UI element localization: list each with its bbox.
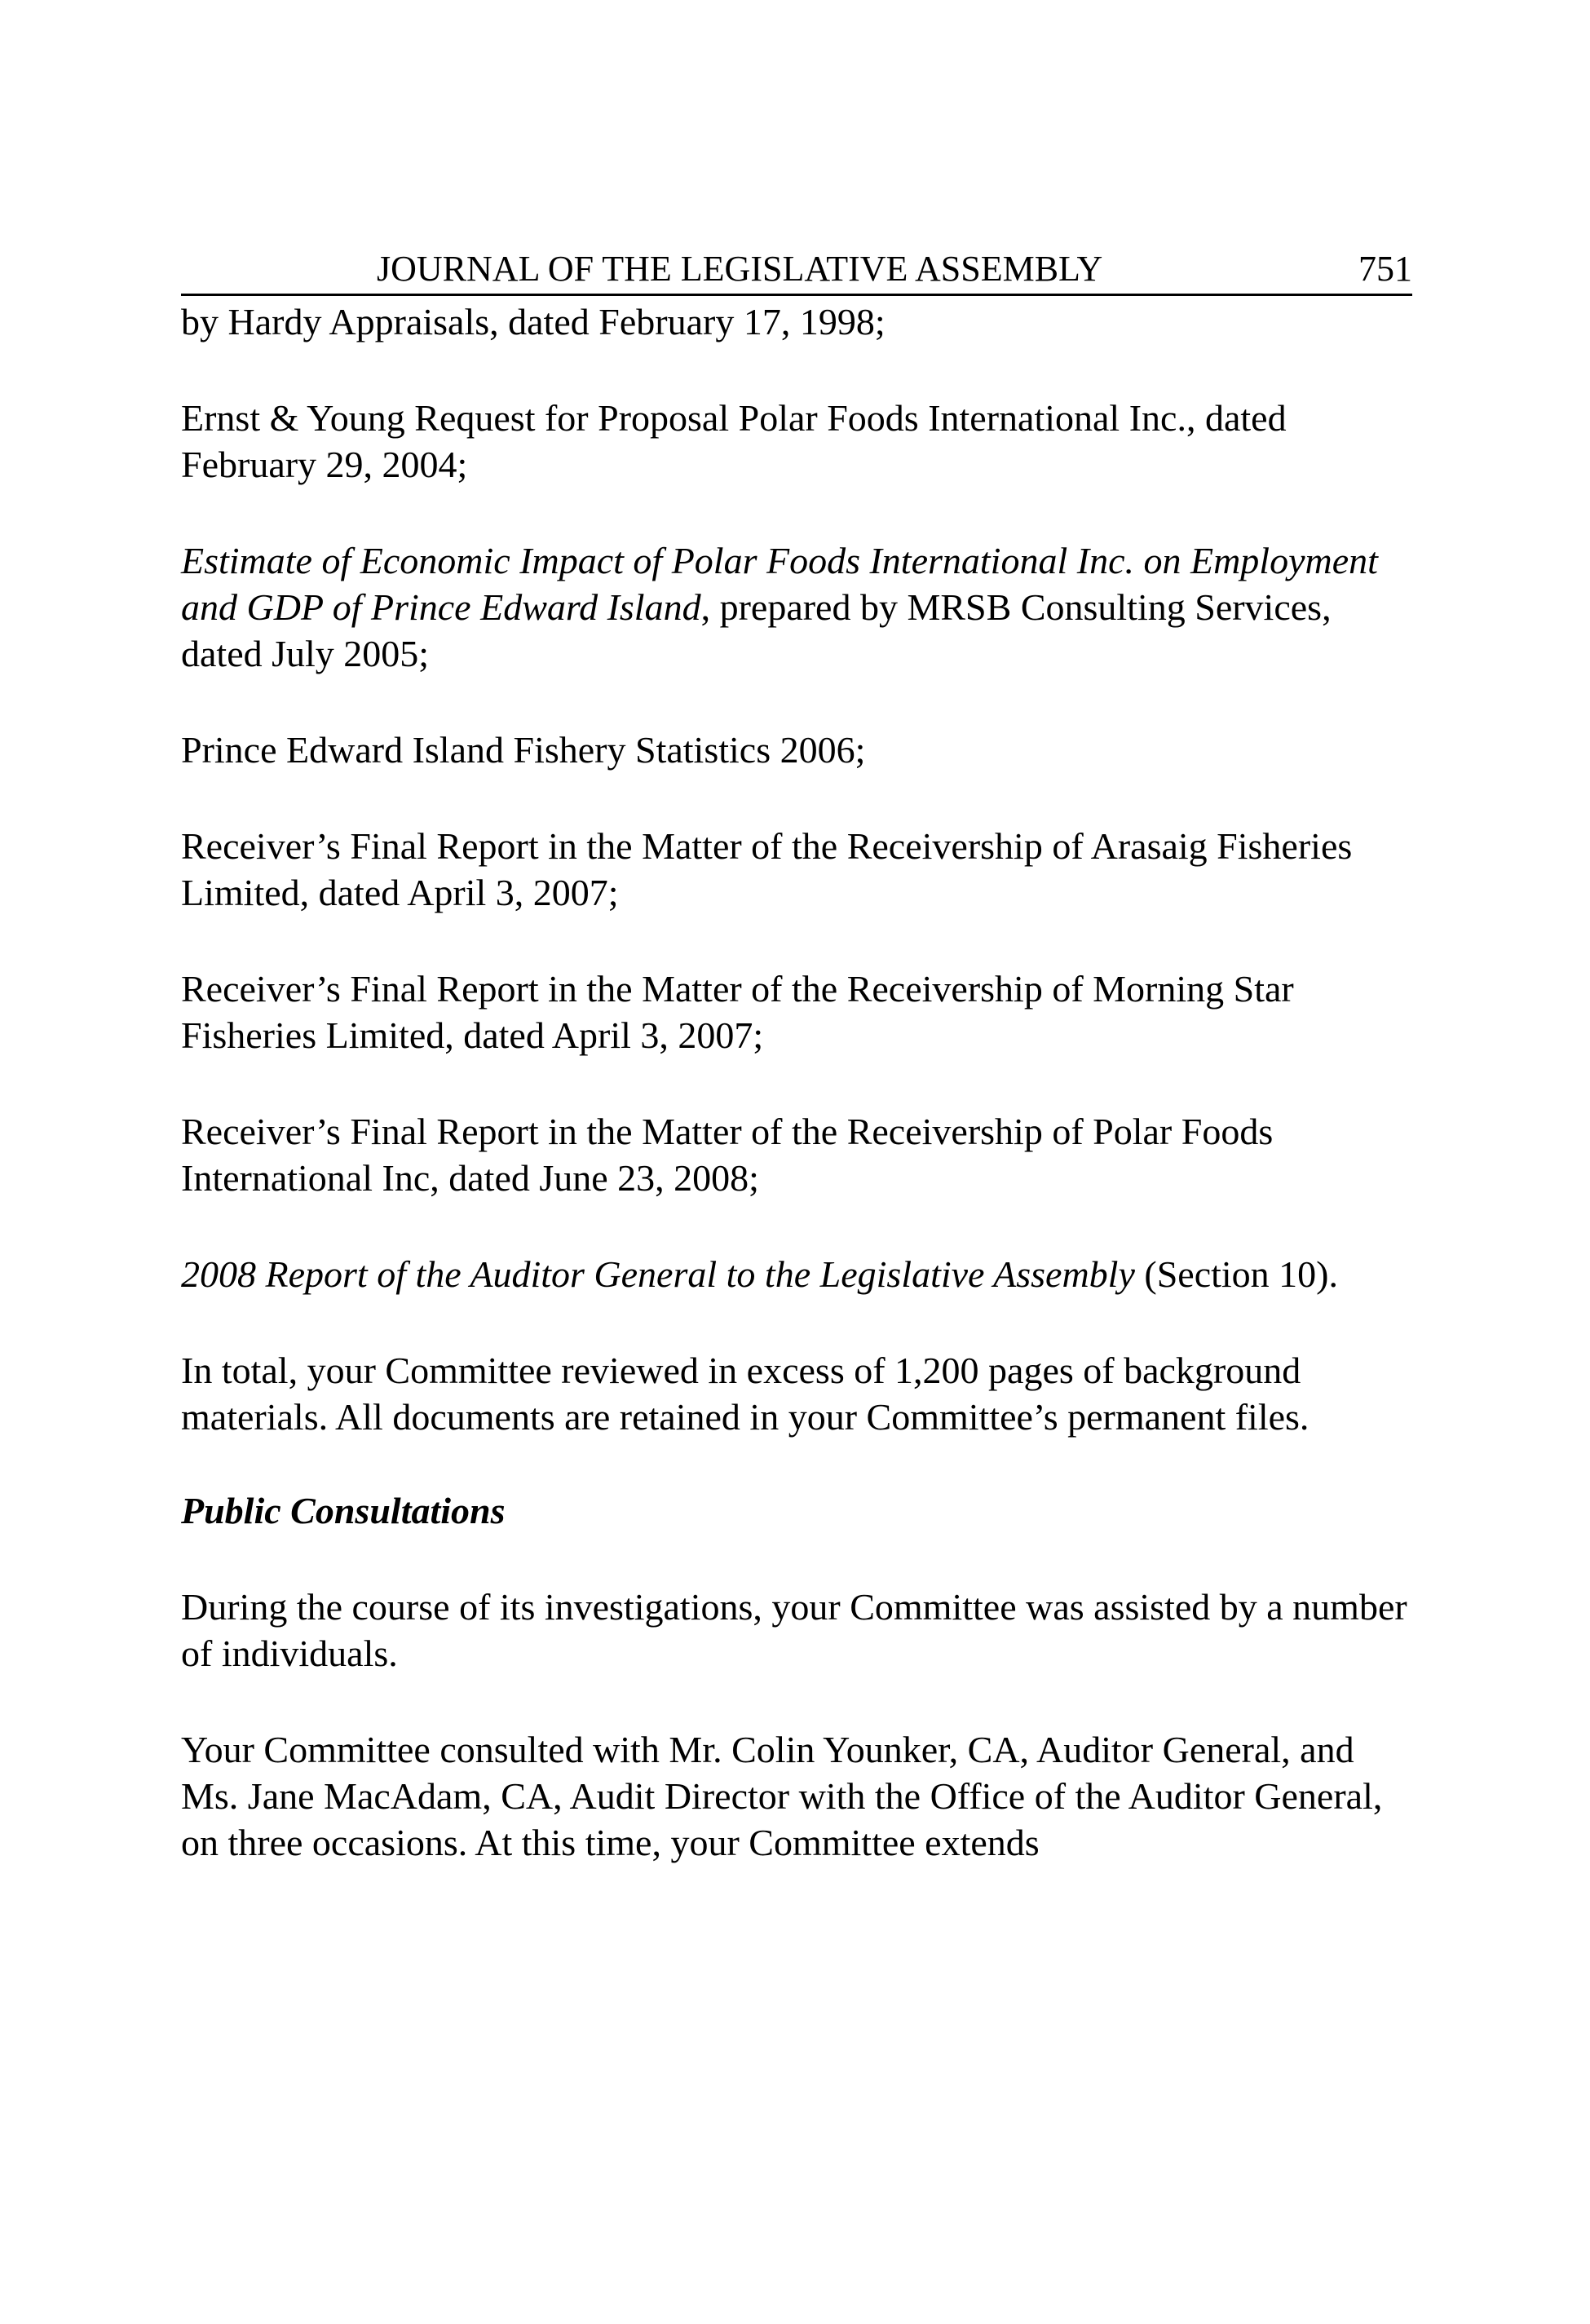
- document-title-italic: Estimate of Economic Impact of Polar Foods International Inc. on Employment and GDP of Prince Edward Island: [181, 540, 1378, 628]
- document-body: [181, 298, 1412, 1866]
- paragraph-text: Receiver’s Final Report in the Matter of the Receivership of Arasaig Fisheries Limited, dated April 3, 2007;: [181, 825, 1353, 913]
- page-number: 751: [1358, 249, 1412, 289]
- paragraph-text: Ernst & Young Request for Proposal Polar Foods International Inc., dated February 29, 2004;: [181, 397, 1287, 485]
- summary-paragraph: [181, 1347, 1412, 1440]
- list-item-economic-impact-estimate: [181, 537, 1412, 677]
- paragraph-text: by Hardy Appraisals, dated February 17, 1998;: [181, 301, 886, 342]
- list-item-polar-foods-report: [181, 1108, 1412, 1201]
- section-heading-public-consultations: Public Consultations: [181, 1490, 506, 1531]
- paragraph-text: Receiver’s Final Report in the Matter of the Receivership of Polar Foods International Inc, dated June 23, 2008;: [181, 1111, 1274, 1199]
- journal-title: JOURNAL OF THE LEGISLATIVE ASSEMBLY: [377, 249, 1103, 289]
- document-page: [181, 245, 1412, 1866]
- paragraph-text: Receiver’s Final Report in the Matter of the Receivership of Morning Star Fisheries Limited, dated April 3, 2007;: [181, 968, 1294, 1056]
- running-header: [181, 245, 1412, 296]
- paragraph-text: Prince Edward Island Fishery Statistics 2006;: [181, 729, 866, 771]
- list-item-auditor-general-report: [181, 1251, 1412, 1297]
- consultation-paragraph: During the course of its investigations, your Committee was assisted by a number of individuals.: [181, 1586, 1407, 1674]
- list-item-fishery-statistics: [181, 727, 1412, 773]
- list-item-morning-star-report: [181, 965, 1412, 1058]
- document-title-italic: 2008 Report of the Auditor General to the Legislative Assembly: [181, 1253, 1135, 1295]
- consultation-paragraph: Your Committee consulted with Mr. Colin Younker, CA, Auditor General, and Ms. Jane MacAdam, CA, Audit Director with the Office of the Auditor General, on three occasions. At this time, your Committee extends: [181, 1729, 1383, 1863]
- paragraph-text: In total, your Committee reviewed in excess of 1,200 pages of background materials. All documents are retained in your Committee’s permanent files.: [181, 1350, 1310, 1438]
- list-item-ernst-young-rfp: [181, 395, 1412, 488]
- paragraph-text: , prepared by MRSB Consulting Services, dated July 2005;: [181, 586, 1332, 674]
- paragraph-text: (Section 10).: [1134, 1253, 1339, 1295]
- list-item-arasaig-report: [181, 823, 1412, 916]
- list-item-hardy-appraisals: [181, 298, 1412, 345]
